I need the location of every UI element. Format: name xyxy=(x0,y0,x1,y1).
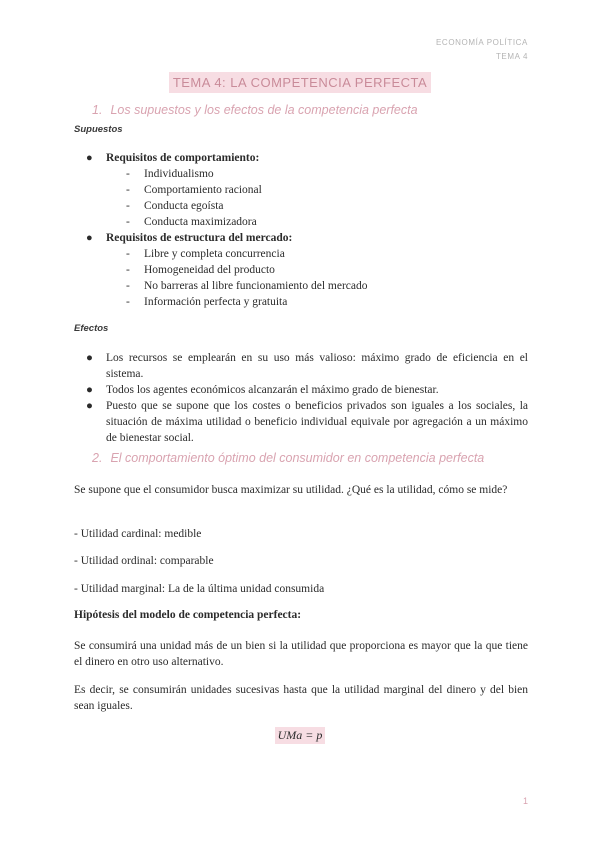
dash-icon: - xyxy=(126,264,130,276)
item-text: Homogeneidad del producto xyxy=(144,264,275,276)
bullet-icon: ● xyxy=(86,232,93,244)
item-text: Comportamiento racional xyxy=(144,184,262,196)
header-topic: TEMA 4 xyxy=(495,52,528,61)
hipotesis-paragraph-1: Se consumirá una unidad más de un bien si la utilidad que proporciona es mayor que la que tiene el dinero en otro uso alternativo. xyxy=(74,640,528,668)
bullet-icon: ● xyxy=(86,152,93,164)
list-item xyxy=(74,382,528,398)
hipotesis-paragraph-2: Es decir, se consumirán unidades sucesivas hasta que la utilidad marginal del dinero y del bien sean iguales. xyxy=(74,684,528,712)
item-text: Información perfecta y gratuita xyxy=(144,296,288,308)
formula-wrap xyxy=(0,726,600,744)
efectos-label: Efectos xyxy=(74,323,109,334)
dash-icon: - xyxy=(126,248,130,260)
list-item xyxy=(74,262,528,278)
list-item xyxy=(74,350,528,382)
dash-icon: - xyxy=(126,200,130,212)
item-text: Individualismo xyxy=(144,168,214,180)
efectos-list xyxy=(74,350,528,446)
dash-icon: - xyxy=(126,296,130,308)
group-label: Requisitos de comportamiento: xyxy=(106,152,260,164)
section1-heading-text: Los supuestos y los efectos de la competencia perfecta xyxy=(110,103,418,117)
dash-icon: - xyxy=(126,184,130,196)
dash-icon: - xyxy=(126,280,130,292)
hipotesis-heading: Hipótesis del modelo de competencia perfecta: xyxy=(74,609,302,621)
section1-number: 1. xyxy=(92,103,103,117)
running-header xyxy=(436,36,528,64)
section2-heading-text: El comportamiento óptimo del consumidor en competencia perfecta xyxy=(110,451,485,465)
list-item xyxy=(74,214,528,230)
list-item xyxy=(74,166,528,182)
item-text: Puesto que se supone que los costes o beneficios privados son iguales a los sociales, la situación de máxima utilidad o beneficio individual equivale por agregación a un máximo de bienestar social. xyxy=(106,400,528,444)
list-item xyxy=(74,182,528,198)
item-text: Conducta egoísta xyxy=(144,200,224,212)
header-subject: ECONOMÍA POLÍTICA xyxy=(436,38,528,47)
list-item xyxy=(74,294,528,310)
dash-icon: - xyxy=(126,216,130,228)
list-item xyxy=(74,198,528,214)
bullet-icon: ● xyxy=(86,384,93,396)
bullet-icon: ● xyxy=(86,352,93,364)
bullet-icon: ● xyxy=(86,400,93,412)
page-title: TEMA 4: LA COMPETENCIA PERFECTA xyxy=(169,72,431,93)
group-label: Requisitos de estructura del mercado: xyxy=(106,232,293,244)
item-text: Libre y completa concurrencia xyxy=(144,248,285,260)
item-text: Todos los agentes económicos alcanzarán el máximo grado de bienestar. xyxy=(106,384,439,396)
utilidad-cardinal: - Utilidad cardinal: medible xyxy=(74,528,202,540)
dash-icon: - xyxy=(126,168,130,180)
item-text: No barreras al libre funcionamiento del mercado xyxy=(144,280,368,292)
group-estructura xyxy=(74,230,528,246)
section2-heading xyxy=(92,451,484,465)
utilidad-ordinal: - Utilidad ordinal: comparable xyxy=(74,555,214,567)
group-comportamiento xyxy=(74,150,528,166)
list-item xyxy=(74,278,528,294)
item-text: Los recursos se emplearán en su uso más valioso: máximo grado de eficiencia en el sistema. xyxy=(106,352,528,380)
list-item xyxy=(74,246,528,262)
formula: UMa = p xyxy=(275,727,326,744)
utilidad-marginal: - Utilidad marginal: La de la última unidad consumida xyxy=(74,583,325,595)
list-item xyxy=(74,398,528,446)
section2-number: 2. xyxy=(92,451,103,465)
section2-intro: Se supone que el consumidor busca maximizar su utilidad. ¿Qué es la utilidad, cómo se mide? xyxy=(74,484,508,496)
page-number: 1 xyxy=(522,796,528,806)
section1-heading xyxy=(92,103,418,117)
title-wrap xyxy=(0,72,600,93)
supuestos-label: Supuestos xyxy=(74,124,123,135)
item-text: Conducta maximizadora xyxy=(144,216,257,228)
supuestos-list xyxy=(74,150,528,310)
